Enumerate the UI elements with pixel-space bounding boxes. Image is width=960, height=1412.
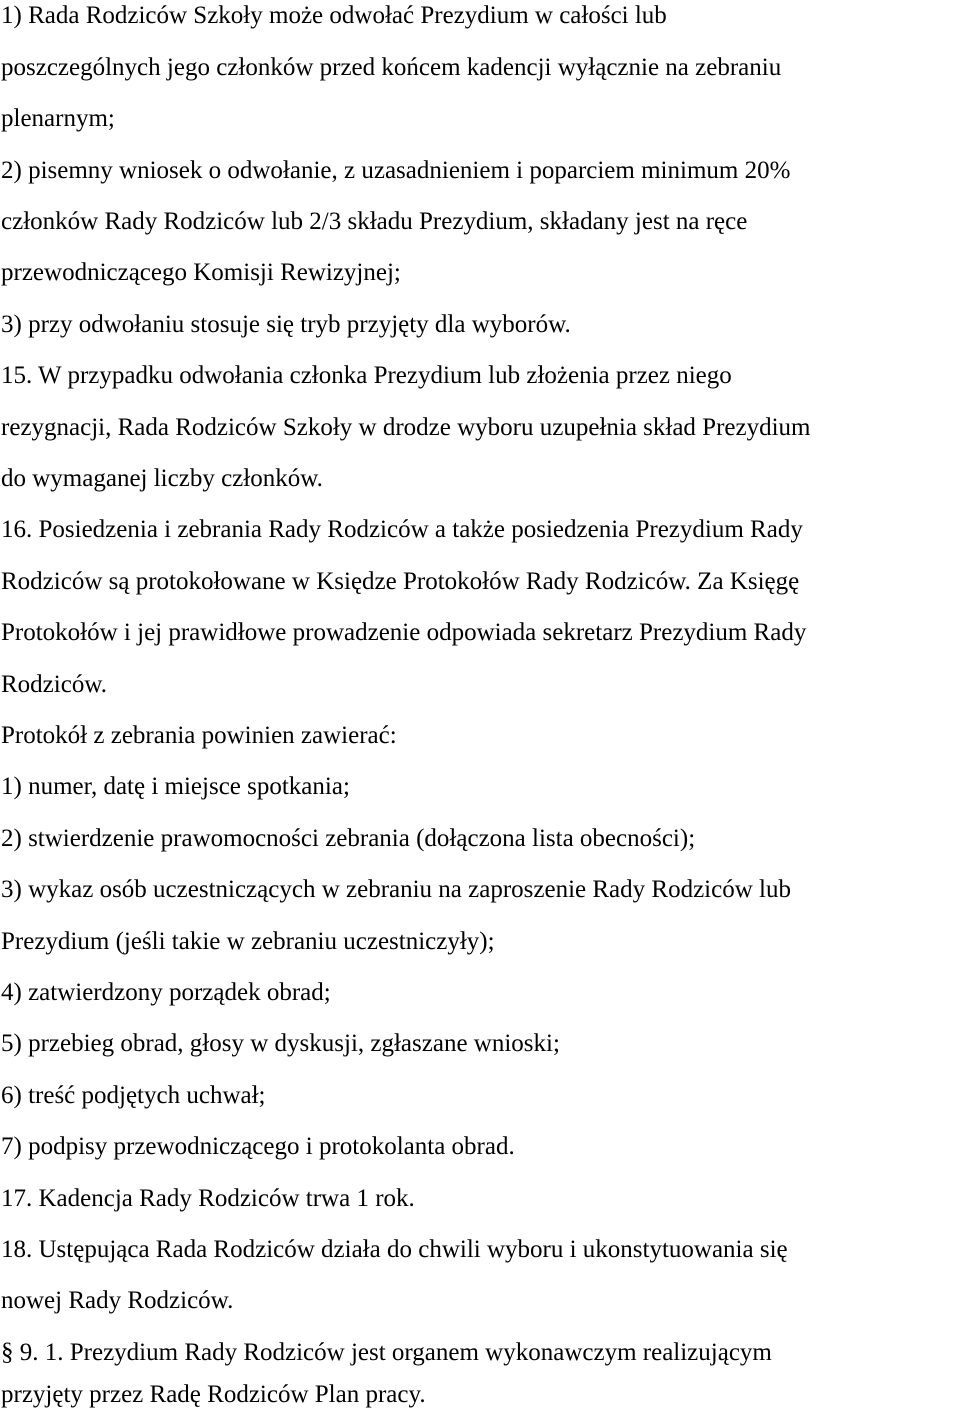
text-line: poszczególnych jego członków przed końcem kadencji wyłącznie na zebraniu (1, 54, 782, 81)
text-line: 4) zatwierdzony porządek obrad; (1, 979, 331, 1006)
text-line: 6) treść podjętych uchwał; (1, 1082, 266, 1109)
text-line: Rodziców. (1, 671, 107, 698)
text-line: Protokół z zebrania powinien zawierać: (1, 722, 397, 749)
text-line: § 9. 1. Prezydium Rady Rodziców jest organem wykonawczym realizującym (1, 1339, 772, 1366)
text-line: Rodziców są protokołowane w Księdze Protokołów Rady Rodziców. Za Księgę (1, 568, 800, 595)
text-line: 3) przy odwołaniu stosuje się tryb przyjęty dla wyborów. (1, 311, 571, 338)
text-line: 18. Ustępująca Rada Rodziców działa do chwili wyboru i ukonstytuowania się (1, 1236, 788, 1263)
text-line: przyjęty przez Radę Rodziców Plan pracy. (1, 1381, 426, 1408)
text-line: Prezydium (jeśli takie w zebraniu uczestniczyły); (1, 928, 495, 955)
text-line: Protokołów i jej prawidłowe prowadzenie odpowiada sekretarz Prezydium Rady (1, 619, 807, 646)
text-line: nowej Rady Rodziców. (1, 1287, 234, 1314)
text-line: członków Rady Rodziców lub 2/3 składu Prezydium, składany jest na ręce (1, 208, 748, 235)
text-line: 1) Rada Rodziców Szkoły może odwołać Prezydium w całości lub (1, 2, 667, 29)
text-line: plenarnym; (1, 105, 115, 132)
text-line: 1) numer, datę i miejsce spotkania; (1, 773, 350, 800)
text-line: 2) pisemny wniosek o odwołanie, z uzasadnieniem i poparciem minimum 20% (1, 157, 791, 184)
text-line: rezygnacji, Rada Rodziców Szkoły w drodze wyboru uzupełnia skład Prezydium (1, 414, 811, 441)
text-line: 17. Kadencja Rady Rodziców trwa 1 rok. (1, 1185, 415, 1212)
text-line: 5) przebieg obrad, głosy w dyskusji, zgłaszane wnioski; (1, 1030, 560, 1057)
text-line: do wymaganej liczby członków. (1, 465, 323, 492)
text-line: przewodniczącego Komisji Rewizyjnej; (1, 259, 401, 286)
text-line: 16. Posiedzenia i zebrania Rady Rodziców a także posiedzenia Prezydium Rady (1, 516, 803, 543)
text-line: 3) wykaz osób uczestniczących w zebraniu na zaproszenie Rady Rodziców lub (1, 876, 791, 903)
text-line: 2) stwierdzenie prawomocności zebrania (dołączona lista obecności); (1, 825, 696, 852)
text-line: 7) podpisy przewodniczącego i protokolanta obrad. (1, 1133, 515, 1160)
text-line: 15. W przypadku odwołania członka Prezydium lub złożenia przez niego (1, 362, 732, 389)
